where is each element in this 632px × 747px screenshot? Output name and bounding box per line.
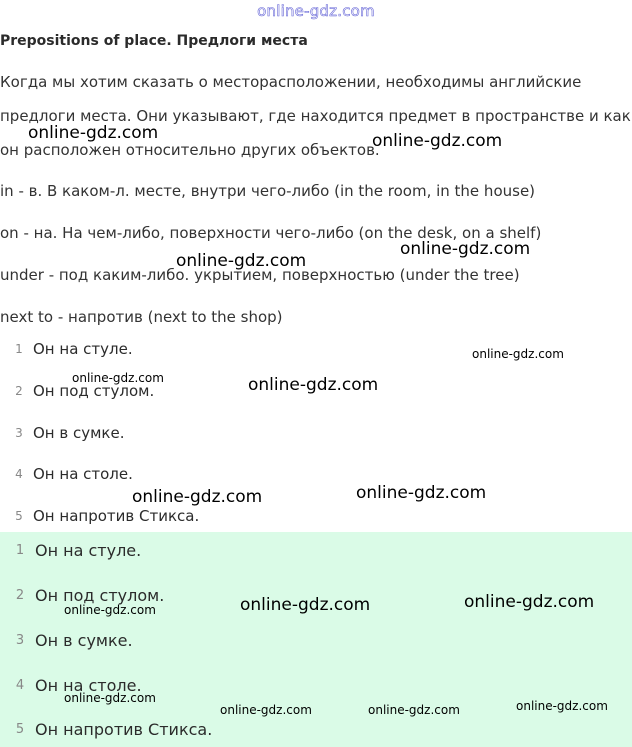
- watermark: online-gdz.com: [472, 347, 564, 361]
- item-text: Он напротив Стикса.: [35, 720, 213, 739]
- rule-next-to: next to - напротив (next to the shop): [0, 308, 283, 326]
- item-number: 3: [15, 426, 23, 440]
- item-number: 4: [15, 467, 23, 481]
- watermark: online-gdz.com: [72, 371, 164, 385]
- watermark: online-gdz.com: [368, 703, 460, 717]
- watermark: online-gdz.com: [64, 691, 156, 705]
- watermark: online-gdz.com: [516, 699, 608, 713]
- watermark: online-gdz.com: [248, 375, 379, 395]
- item-text: Он на стуле.: [33, 340, 133, 358]
- rule-on: on - на. На чем-либо, поверхности чего-либо (on the desk, on a shelf): [0, 224, 542, 242]
- item-number: 2: [15, 588, 25, 603]
- intro-line-3: он расположен относительно других объектов.: [0, 141, 380, 159]
- rule-under: under - под каким-либо. укрытием, поверхностью (under the tree): [0, 266, 520, 284]
- item-number: 2: [15, 384, 23, 398]
- watermark: online-gdz.com: [240, 595, 371, 615]
- item-number: 1: [15, 543, 25, 558]
- watermark: online-gdz.com: [176, 251, 307, 271]
- item-text: Он под стулом.: [35, 586, 165, 605]
- watermark: online-gdz.com: [132, 487, 263, 507]
- item-number: 5: [15, 722, 25, 737]
- item-text: Он напротив Стикса.: [33, 507, 200, 525]
- item-number: 5: [15, 509, 23, 523]
- intro-line-1: Когда мы хотим сказать о месторасположении, необходимы английские: [0, 73, 582, 91]
- answers-panel: [0, 532, 632, 747]
- item-text: Он в сумке.: [33, 424, 125, 442]
- top-watermark: online-gdz.com: [257, 2, 375, 20]
- watermark: online-gdz.com: [356, 483, 487, 503]
- intro-line-2: предлоги места. Они указывают, где находится предмет в пространстве и как: [0, 107, 631, 125]
- watermark: online-gdz.com: [464, 592, 595, 612]
- item-text: Он в сумке.: [35, 631, 133, 650]
- watermark: online-gdz.com: [220, 703, 312, 717]
- item-number: 4: [15, 678, 25, 693]
- watermark: online-gdz.com: [28, 123, 159, 143]
- rule-in: in - в. В каком-л. месте, внутри чего-либо (in the room, in the house): [0, 182, 536, 200]
- watermark: online-gdz.com: [64, 603, 156, 617]
- watermark: online-gdz.com: [400, 239, 531, 259]
- item-text: Он на столе.: [35, 676, 142, 695]
- item-text: Он под стулом.: [33, 382, 155, 400]
- item-text: Он на стуле.: [35, 541, 142, 560]
- page-title: Prepositions of place. Предлоги места: [0, 33, 308, 49]
- item-number: 3: [15, 633, 25, 648]
- watermark: online-gdz.com: [372, 131, 503, 151]
- item-number: 1: [15, 342, 23, 356]
- item-text: Он на столе.: [33, 465, 133, 483]
